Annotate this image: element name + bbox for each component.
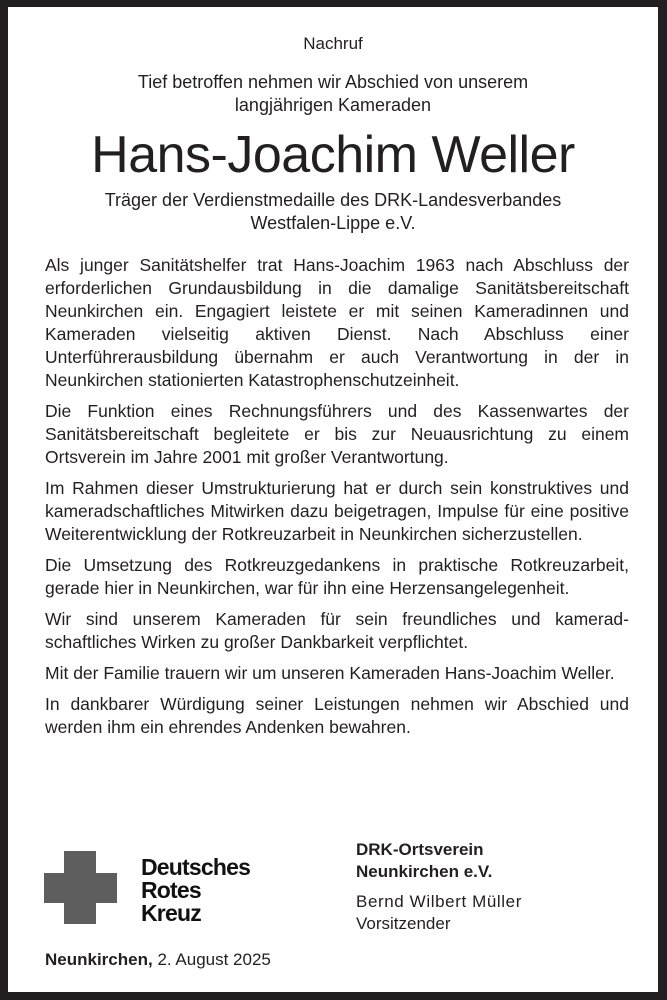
signer-title: Vorsitzender — [356, 914, 451, 933]
logo-line-1: Deutsches — [141, 854, 251, 880]
logo-line-3: Kreuz — [141, 900, 201, 926]
logo-line-2: Rotes — [141, 877, 201, 903]
body-paragraph: Als junger Sanitätshelfer trat Hans-Joachim 1963 nach Abschluss der erforderlichen Grundausbildung in die damalige Sanitätsbereitschaft Neunkirchen ein. Engagiert leistete er mit seinen Kameradinnen und Kameraden vielseitig aktiven Dienst. Nach Abschluss einer Unterführerausbildung übernahm er auch Verantwortung in der in Neunkirchen stationierten Katastrophenschutzeinheit. — [45, 255, 629, 390]
honor-line-1: Träger der Verdienstmedaille des DRK-Landesverbandes — [104, 190, 562, 210]
intro-line-2: langjährigen Kameraden — [234, 95, 432, 115]
date: 2. August 2025 — [157, 950, 271, 969]
signer-name: Bernd Wilbert Müller — [356, 892, 522, 911]
notice-label: Nachruf — [303, 34, 363, 53]
body-paragraph: Die Funktion eines Rechnungsführers und des Kassenwartes der Sanitätsbereitschaft begleitete er bis zur Neuausrichtung zu einem Ortsverein im Jahre 2001 mit großer Verantwortung. — [45, 401, 629, 467]
drk-logo — [44, 851, 284, 925]
intro-line-1: Tief betroffen nehmen wir Abschied von unserem — [137, 72, 529, 92]
honor-text — [8, 189, 658, 235]
body-paragraph: Im Rahmen dieser Umstrukturierung hat er durch sein konstruktives und kameradschaftliches Mitwirken dazu beigetragen, Impulse für eine positive Weiterentwicklung der Rotkreuzarbeit in Neunkirchen sicherzustellen. — [45, 478, 629, 544]
honor-line-2: Westfalen-Lippe e.V. — [250, 213, 416, 233]
signature-block — [356, 839, 522, 935]
place-date — [45, 950, 271, 970]
deceased-name: Hans-Joachim Weller — [91, 126, 575, 184]
body-paragraph: Die Umsetzung des Rotkreuzgedankens in praktische Rotkreuzarbeit, gerade hier in Neunkirchen, war für ihn eine Herzensangelegenheit. — [45, 555, 629, 598]
intro-text — [8, 71, 658, 117]
obituary-page — [8, 7, 658, 992]
place: Neunkirchen, — [45, 950, 153, 969]
logo-wordmark — [141, 856, 250, 925]
org-name-line-2: Neunkirchen e.V. — [356, 862, 493, 881]
body-paragraph: Mit der Familie trauern wir um unseren Kameraden Hans-Joachim Weller. — [45, 663, 615, 683]
obituary-body — [45, 254, 629, 739]
org-name-line-1: DRK-Ortsverein — [356, 840, 484, 859]
body-paragraph: In dankbarer Würdigung seiner Leistungen nehmen wir Abschied und werden ihm ein ehrendes Andenken bewahren. — [45, 694, 629, 737]
body-paragraph: Wir sind unserem Kameraden für sein freundliches und kameradschaftliches Wirken zu großer Dankbarkeit verpflichtet. — [45, 609, 629, 652]
red-cross-icon — [44, 851, 117, 924]
